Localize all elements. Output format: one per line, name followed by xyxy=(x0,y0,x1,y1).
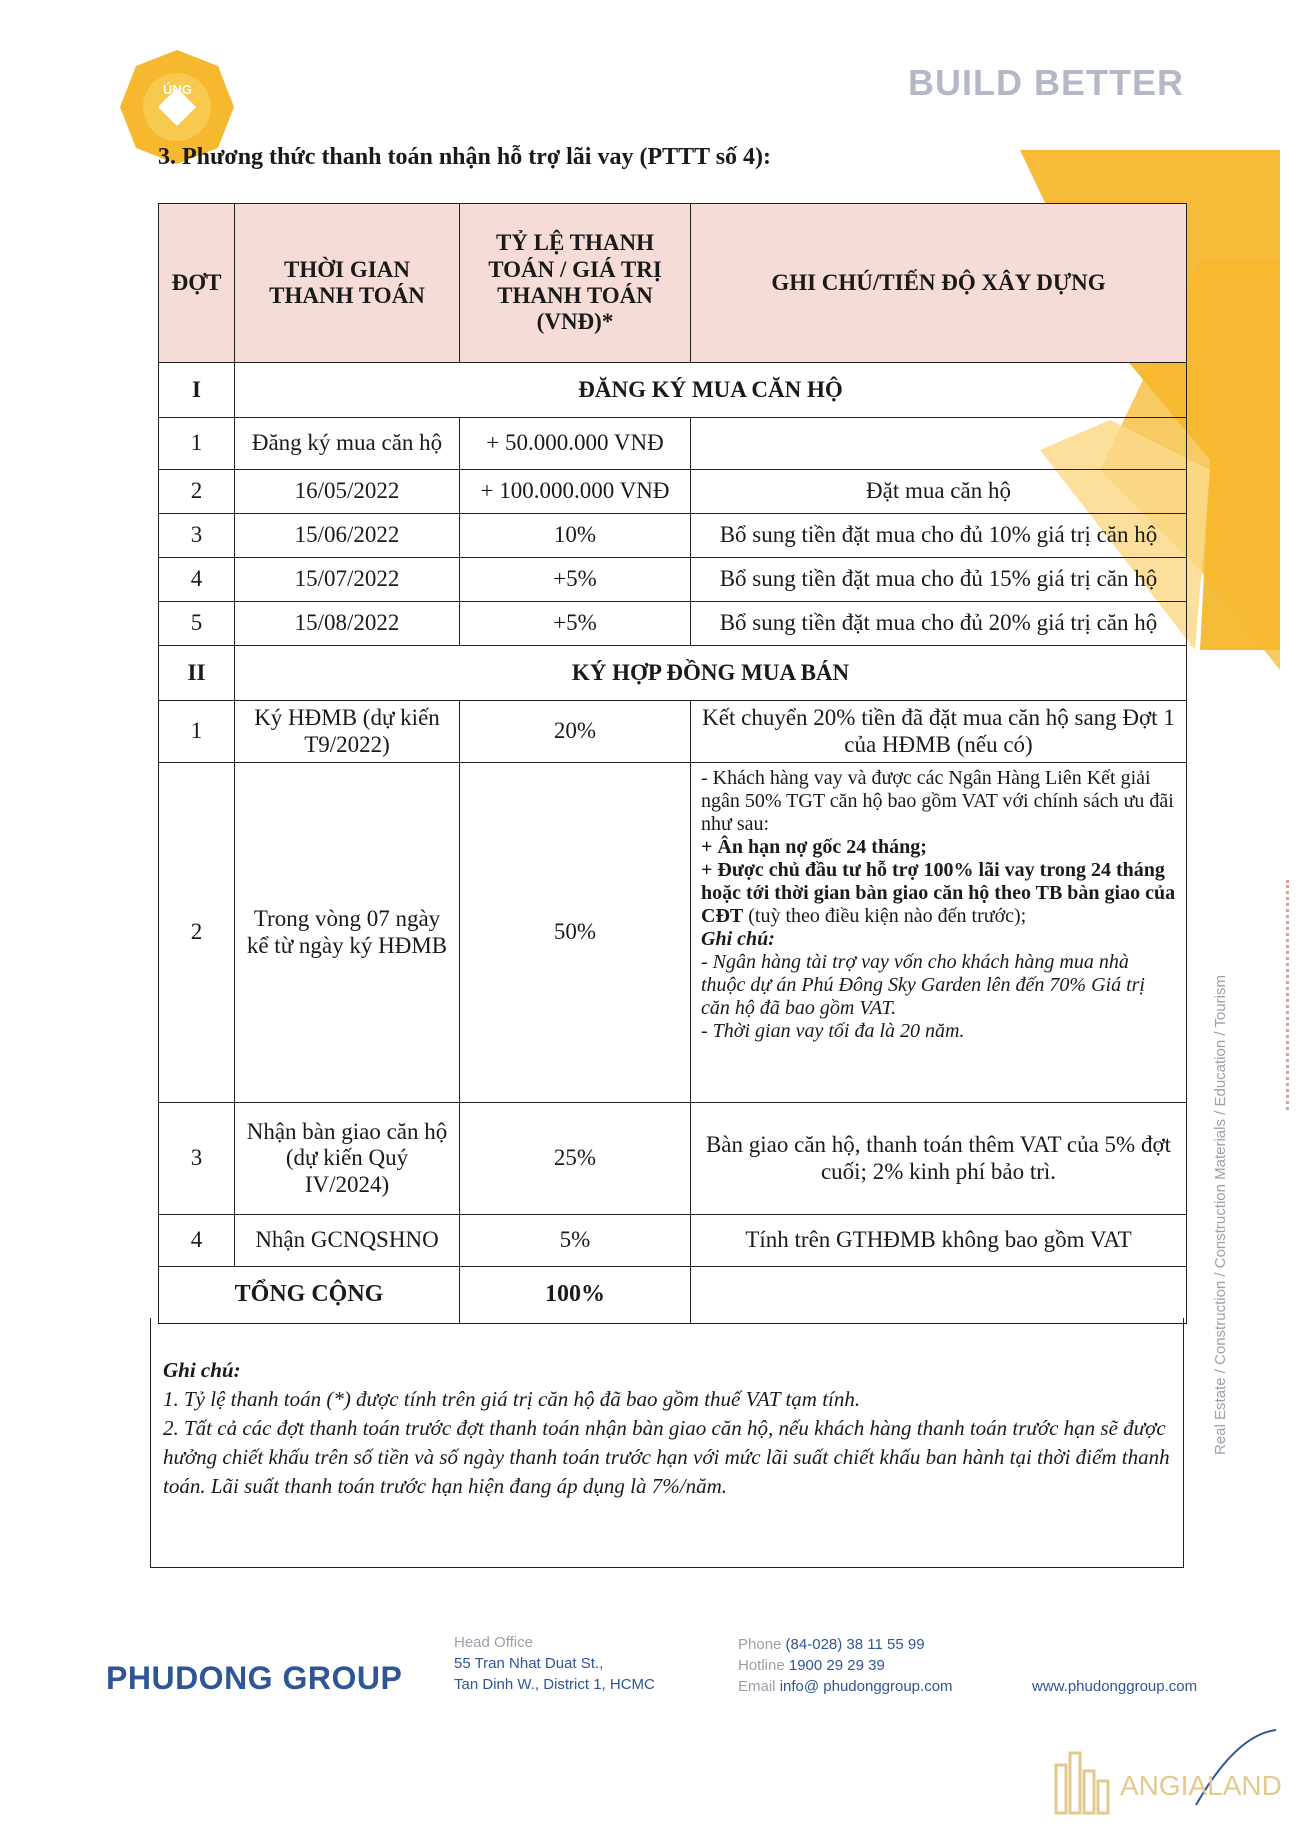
header-dot: ĐỢT xyxy=(159,204,235,363)
slogan: BUILD BETTER xyxy=(908,62,1184,103)
total-empty xyxy=(691,1267,1187,1324)
table-row xyxy=(159,514,1187,558)
cell-note: Bổ sung tiền đặt mua cho đủ 15% giá trị căn hộ xyxy=(691,558,1187,602)
email-value[interactable]: info@ phudonggroup.com xyxy=(779,1678,953,1695)
header-note: GHI CHÚ/TIẾN ĐỘ XÂY DỰNG xyxy=(691,204,1187,363)
cell-rate: 10% xyxy=(460,514,691,558)
cell-time: Ký HĐMB (dự kiến T9/2022) xyxy=(235,701,460,763)
cell-rate: 25% xyxy=(460,1103,691,1215)
table-row xyxy=(159,602,1187,646)
group-number: II xyxy=(159,646,235,701)
cell-dot: 5 xyxy=(159,602,235,646)
footer-contacts xyxy=(738,1634,953,1697)
phone-value: (84-028) 38 11 55 99 xyxy=(785,1636,925,1653)
cell-note: Kết chuyển 20% tiền đã đặt mua căn hộ sang Đợt 1 của HĐMB (nếu có) xyxy=(691,701,1187,763)
note-label: Ghi chú: xyxy=(701,928,775,950)
header-time: THỜI GIAN THANH TOÁN xyxy=(235,204,460,363)
group-number: I xyxy=(159,363,235,418)
note-item: 1. Tỷ lệ thanh toán (*) được tính trên giá trị căn hộ đã bao gồm thuế VAT tạm tính. xyxy=(163,1386,861,1411)
table-header-row xyxy=(159,204,1187,363)
cell-dot: 2 xyxy=(159,470,235,514)
note-item: 2. Tất cả các đợt thanh toán trước đợt thanh toán nhận bàn giao căn hộ, nếu khách hàng thanh toán trước hạn sẽ được hưởng chiết khấu trên số tiền và số ngày thanh toán trước hạn với mức lãi suất chiết khấu ban hành tại thời điểm thanh toán. Lãi suất thanh toán trước hạn hiện đang áp dụng là 7%/năm. xyxy=(163,1415,1170,1498)
table-row xyxy=(159,1215,1187,1267)
side-tagline: Real Estate / Construction / Construction Materials / Education / Tourism xyxy=(1212,975,1229,1455)
total-label: TỔNG CỘNG xyxy=(159,1267,460,1324)
cell-time: 15/08/2022 xyxy=(235,602,460,646)
cell-rate: + 50.000.000 VNĐ xyxy=(460,418,691,470)
table-row xyxy=(159,1103,1187,1215)
notes-box xyxy=(150,1318,1184,1568)
hotline-label: Hotline xyxy=(738,1657,785,1674)
watermark-text: ANGIALAND xyxy=(1120,1770,1282,1801)
cell-note xyxy=(691,418,1187,470)
cell-note: Bổ sung tiền đặt mua cho đủ 20% giá trị căn hộ xyxy=(691,602,1187,646)
hotline-value: 1900 29 29 39 xyxy=(788,1657,885,1674)
office-line: 55 Tran Nhat Duat St., xyxy=(454,1655,604,1672)
section-title: 3. Phương thức thanh toán nhận hỗ trợ lãi vay (PTTT số 4): xyxy=(158,144,772,170)
cell-dot: 2 xyxy=(159,763,235,1103)
cell-rate: 20% xyxy=(460,701,691,763)
cell-dot: 1 xyxy=(159,418,235,470)
cell-rate: +5% xyxy=(460,602,691,646)
side-stamp-mark xyxy=(1286,880,1300,1110)
cell-dot: 1 xyxy=(159,701,235,763)
cell-note: Bổ sung tiền đặt mua cho đủ 10% giá trị căn hộ xyxy=(691,514,1187,558)
group-row xyxy=(159,363,1187,418)
email-label: Email xyxy=(738,1678,776,1695)
note-bold-line: + Được chủ đầu tư hỗ trợ 100% lãi vay trong 24 tháng hoặc tới thời gian bàn giao căn hộ theo TB bàn giao của CĐT xyxy=(701,859,1176,927)
total-row xyxy=(159,1267,1187,1324)
table-row xyxy=(159,418,1187,470)
header-rate: TỶ LỆ THANH TOÁN / GIÁ TRỊ THANH TOÁN (VNĐ)* xyxy=(460,204,691,363)
cell-rate: +5% xyxy=(460,558,691,602)
cell-rate: + 100.000.000 VNĐ xyxy=(460,470,691,514)
cell-time: 15/06/2022 xyxy=(235,514,460,558)
group-title: ĐĂNG KÝ MUA CĂN HỘ xyxy=(235,363,1187,418)
cell-note: Tính trên GTHĐMB không bao gồm VAT xyxy=(691,1215,1187,1267)
table-row xyxy=(159,763,1187,1103)
cell-time: Đăng ký mua căn hộ xyxy=(235,418,460,470)
payment-table xyxy=(158,203,1187,1324)
table-row xyxy=(159,470,1187,514)
cell-note: Bàn giao căn hộ, thanh toán thêm VAT của 5% đợt cuối; 2% kinh phí bảo trì. xyxy=(691,1103,1187,1215)
table-row xyxy=(159,701,1187,763)
note-italic-line: - Thời gian vay tối đa là 20 năm. xyxy=(701,1020,965,1042)
cell-note: Đặt mua căn hộ xyxy=(691,470,1187,514)
cell-time: Trong vòng 07 ngày kể từ ngày ký HĐMB xyxy=(235,763,460,1103)
phone-label: Phone xyxy=(738,1636,782,1653)
footer-brand: PHUDONG GROUP xyxy=(106,1660,403,1696)
group-row xyxy=(159,646,1187,701)
footer-office xyxy=(454,1632,655,1695)
note-line: - Khách hàng vay và được các Ngân Hàng Liên Kết giải ngân 50% TGT căn hộ bao gồm VAT với chính sách ưu đãi như sau: xyxy=(701,767,1174,835)
table-row xyxy=(159,558,1187,602)
cell-time: 16/05/2022 xyxy=(235,470,460,514)
cell-dot: 3 xyxy=(159,1103,235,1215)
note-line: (tuỳ theo điều kiện nào đến trước); xyxy=(743,905,1027,927)
group-title: KÝ HỢP ĐỒNG MUA BÁN xyxy=(235,646,1187,701)
cell-time: Nhận GCNQSHNO xyxy=(235,1215,460,1267)
office-label: Head Office xyxy=(454,1634,533,1651)
logo-text: ÚNG xyxy=(163,82,192,97)
note-italic-line: - Ngân hàng tài trợ vay vốn cho khách hàng mua nhà thuộc dự án Phú Đông Sky Garden lên đến 70% Giá trị căn hộ đã bao gồm VAT. xyxy=(701,951,1145,1019)
office-line: Tan Dinh W., District 1, HCMC xyxy=(454,1676,655,1693)
cell-note-detail xyxy=(691,763,1187,1103)
cell-rate: 5% xyxy=(460,1215,691,1267)
watermark-logo xyxy=(1046,1725,1286,1825)
cell-time: 15/07/2022 xyxy=(235,558,460,602)
cell-rate: 50% xyxy=(460,763,691,1103)
total-value: 100% xyxy=(460,1267,691,1324)
cell-dot: 3 xyxy=(159,514,235,558)
note-bold-line: + Ân hạn nợ gốc 24 tháng; xyxy=(701,836,927,858)
cell-dot: 4 xyxy=(159,1215,235,1267)
cell-time: Nhận bàn giao căn hộ (dự kiến Quý IV/2024) xyxy=(235,1103,460,1215)
footer-website-link[interactable]: www.phudonggroup.com xyxy=(1032,1678,1198,1695)
notes-heading: Ghi chú: xyxy=(163,1358,241,1382)
cell-dot: 4 xyxy=(159,558,235,602)
